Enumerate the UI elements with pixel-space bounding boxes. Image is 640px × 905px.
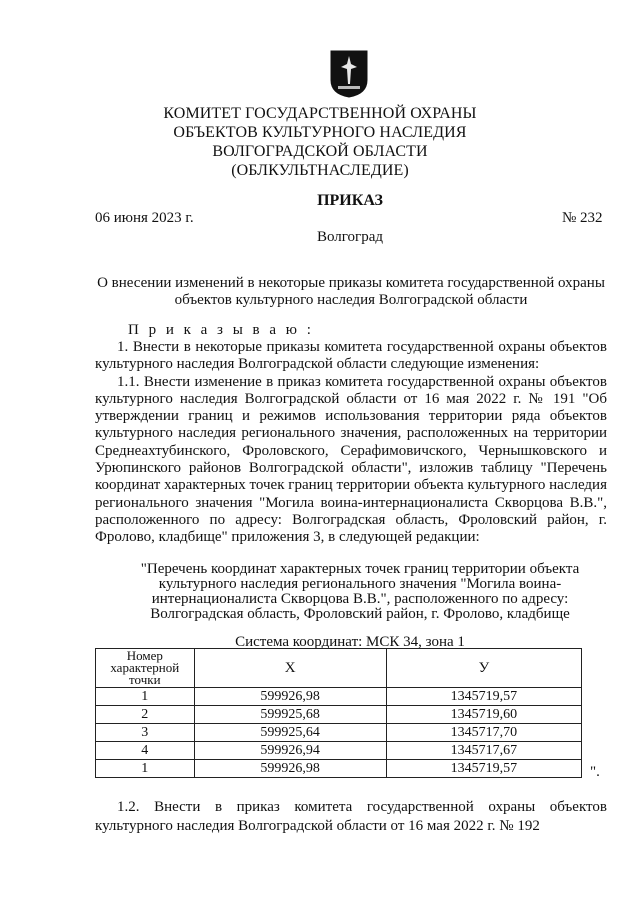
table-caption-quote <box>115 562 605 622</box>
document-number: № 232 <box>562 210 603 226</box>
quote-line-1: "Перечень координат характерных точек границ территории объекта <box>140 561 580 577</box>
cell-point: 3 <box>96 724 195 742</box>
org-line-1: КОМИТЕТ ГОСУДАРСТВЕННОЙ ОХРАНЫ <box>163 105 477 122</box>
cell-y: 1345719,57 <box>386 688 581 706</box>
table-row <box>96 760 582 778</box>
header-point-number <box>96 649 195 688</box>
cell-y: 1345719,57 <box>386 760 581 778</box>
cell-point: 1 <box>96 760 195 778</box>
document-city: Волгоград <box>316 229 383 245</box>
document-date: 06 июня 2023 г. <box>95 210 194 226</box>
cell-point: 4 <box>96 742 195 760</box>
cell-y: 1345719,60 <box>386 706 581 724</box>
header-num-line-1: Номер <box>126 648 163 663</box>
header-x: X <box>194 649 386 688</box>
organization-name <box>0 104 640 180</box>
table-row <box>96 706 582 724</box>
org-line-4: (ОБЛКУЛЬТНАСЛЕДИЕ) <box>231 162 409 179</box>
cell-point: 1 <box>96 688 195 706</box>
paragraph-1-2-block <box>95 798 607 836</box>
cell-x: 599926,98 <box>194 688 386 706</box>
org-line-3: ВОЛГОГРАДСКОЙ ОБЛАСТИ <box>212 143 428 160</box>
table-row <box>96 742 582 760</box>
paragraph-1-1: 1.1. Внести изменение в приказ комитета государственной охраны объектов культурного наследия Волгоградской области от 16 мая 2022 г. № 191 "Об утверждении границ и режимов использования территории ряда объектов культурного наследия регионального значения, расположенных на территории Среднеахтубинского, Фроловского, Серафимовичского, Чернышковского и Урюпинского районов Волгоградской области", изложив таблицу "Перечень координат характерных точек границ территории объекта культурного наследия регионального значения "Могила воина-интернационалиста Скворцова В.В.", расположенного по адресу: Волгоградская область, Фроловский район, г. Фролово, кладбище" приложения 3, в следующей редакции: <box>95 373 607 546</box>
document-type-title: ПРИКАЗ <box>317 192 383 209</box>
paragraph-1-2: 1.2. Внести в приказ комитета государственной охраны объектов культурного наследия Волгоградской области от 16 мая 2022 г. № 192 <box>95 799 607 834</box>
header-y: У <box>386 649 581 688</box>
table-row <box>96 724 582 742</box>
paragraph-1: 1. Внести в некоторые приказы комитета государственной охраны объектов культурного наследия Волгоградской области следующие изменения: <box>95 339 607 373</box>
cell-x: 599925,68 <box>194 706 386 724</box>
header-num-line-2: характерной <box>110 660 180 675</box>
body-paragraphs <box>95 339 607 547</box>
closing-quote: ". <box>590 764 600 780</box>
header-num-line-3: точки <box>129 672 161 687</box>
org-line-2: ОБЪЕКТОВ КУЛЬТУРНОГО НАСЛЕДИЯ <box>173 124 467 141</box>
coat-of-arms-emblem-icon <box>330 50 368 98</box>
prikazyvayu-heading: П р и к а з ы в а ю : <box>128 322 314 338</box>
quote-line-3: интернационалиста Скворцова В.В.", расположенного по адресу: <box>151 591 569 607</box>
cell-x: 599926,98 <box>194 760 386 778</box>
cell-point: 2 <box>96 706 195 724</box>
cell-y: 1345717,67 <box>386 742 581 760</box>
document-subject: О внесении изменений в некоторые приказы комитета государственной охраны объектов культурного наследия Волгоградской области <box>97 275 605 308</box>
table-header-row <box>96 649 582 688</box>
coordinates-table <box>95 648 582 778</box>
quote-line-4: Волгоградская область, Фроловский район, г. Фролово, кладбище <box>150 606 570 622</box>
cell-y: 1345717,70 <box>386 724 581 742</box>
table-row <box>96 688 582 706</box>
cell-x: 599926,94 <box>194 742 386 760</box>
cell-x: 599925,64 <box>194 724 386 742</box>
quote-line-2: культурного наследия регионального значения "Могила воина- <box>158 576 562 592</box>
coordinate-system-label: Система координат: МСК 34, зона 1 <box>235 634 465 650</box>
